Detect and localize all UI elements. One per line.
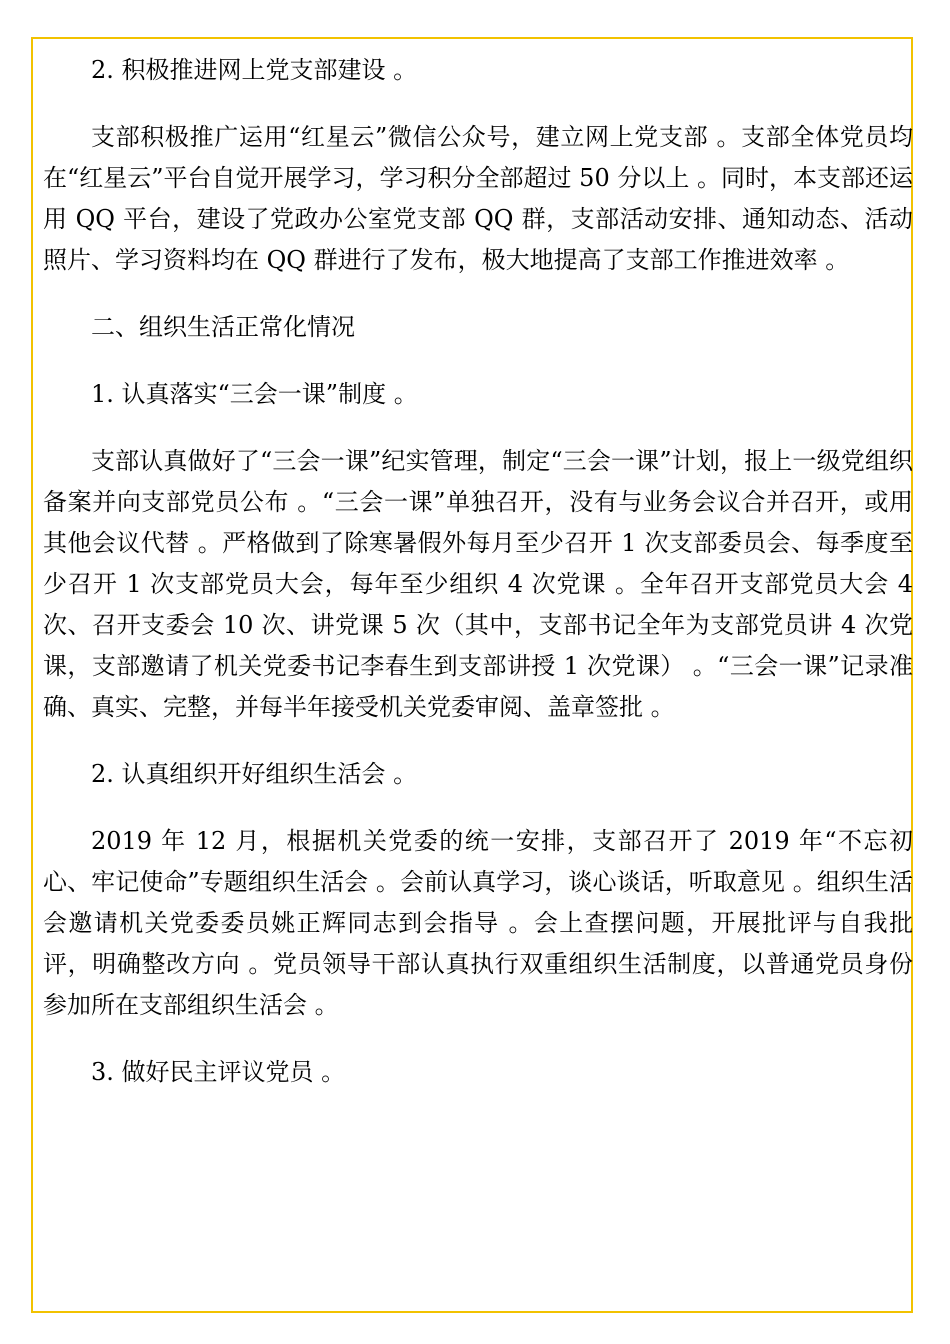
section-heading-democratic-review: 3. 做好民主评议党员 。	[91, 1058, 346, 1086]
paragraph-life-meeting: 2019 年 12 月，根据机关党委的统一安排，支部召开了 2019 年“不忘初心、牢记使命”专题组织生活会 。会前认真学习，谈心谈话，听取意见 。组织生活会邀请机关党委委员姚正辉同志到会指导 。会上查摆问题，开展批评与自我批评，明确整改方向 。党员领导干部认真执行双重组织生活制度，以普通党员身份参加所在支部组织生活会 。	[43, 827, 913, 1019]
section-heading-online-branch: 2. 积极推进网上党支部建设 。	[91, 56, 418, 84]
document-body	[43, 50, 913, 1093]
paragraph-three-meetings: 支部认真做好了“三会一课”纪实管理，制定“三会一课”计划，报上一级党组织备案并向支部党员公布 。“三会一课”单独召开，没有与业务会议合并召开，或用其他会议代替 。严格做到了除寒暑假外每月至少召开 1 次支部委员会、每季度至少召开 1 次支部党员大会，每年至少组织 4 次党课 。全年召开支部党员大会 4 次、召开支委会 10 次、讲党课 5 次（其中，支部书记全年为支部党员讲 4 次党课，支部邀请了机关党委书记李春生到支部讲授 1 次党课） 。“三会一课”记录准确、真实、完整，并每半年接受机关党委审阅、盖章签批 。	[43, 447, 913, 721]
section-heading-life-meeting: 2. 认真组织开好组织生活会 。	[91, 760, 418, 788]
section-heading-three-meetings: 1. 认真落实“三会一课”制度 。	[91, 380, 418, 408]
section-heading-organization-life: 二、组织生活正常化情况	[91, 313, 355, 341]
paragraph-online-branch: 支部积极推广运用“红星云”微信公众号，建立网上党支部 。支部全体党员均在“红星云”平台自觉开展学习，学习积分全部超过 50 分以上 。同时，本支部还运用 QQ 平台，建设了党政办公室党支部 QQ 群，支部活动安排、通知动态、活动照片、学习资料均在 QQ 群进行了发布，极大地提高了支部工作推进效率 。	[43, 123, 913, 274]
